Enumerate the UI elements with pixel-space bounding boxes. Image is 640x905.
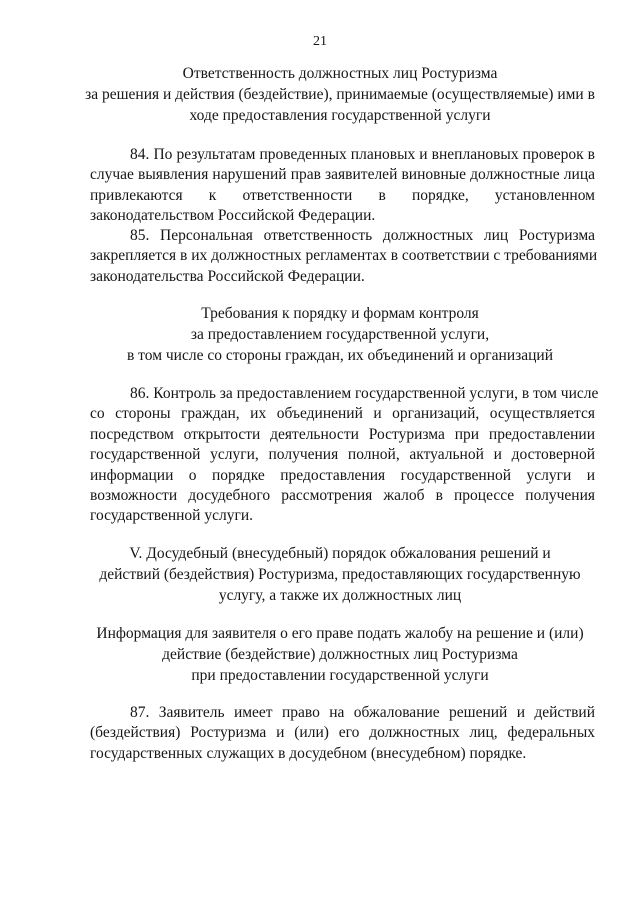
paragraph-line: закрепляется в их должностных регламентах в соответствии с требованиями (90, 247, 598, 265)
paragraph-line: 84. По результатам проведенных плановых и внеплановых проверок в (130, 146, 595, 163)
heading-line: V. Досудебный (внесудебный) порядок обжалования решений и (129, 545, 551, 562)
page-number: 21 (313, 34, 327, 49)
paragraph-87 (90, 703, 595, 764)
paragraph-line: информации о порядке предоставления государственной услуги и (90, 466, 595, 484)
heading-line: при предоставлении государственной услуги (191, 667, 489, 684)
heading-responsibility (80, 63, 600, 126)
section-v-heading (80, 543, 600, 606)
paragraph-line: государственной услуги. (90, 507, 253, 525)
paragraph-line: возможности досудебного рассмотрения жалоб в процессе получения (90, 487, 595, 505)
paragraph-85 (90, 226, 598, 287)
heading-complaint-info (80, 623, 600, 686)
heading-line: Информация для заявителя о его праве подать жалобу на решение и (или) (96, 625, 584, 642)
paragraph-line: государственной услуги, получения полной, актуальной и достоверной (90, 446, 595, 464)
heading-line: за решения и действия (бездействие), принимаемые (осуществляемые) ими в (85, 86, 595, 103)
heading-line: услугу, а также их должностных лиц (218, 587, 462, 604)
paragraph-line: со стороны граждан, их объединений и организаций, осуществляется (90, 405, 595, 423)
heading-line: в том числе со стороны граждан, их объединений и организаций (126, 347, 553, 364)
paragraph-line: посредством открытости деятельности Ростуризма при предоставлении (90, 425, 595, 443)
paragraph-84 (90, 145, 595, 227)
paragraph-line: случае выявления нарушений прав заявителей виновные должностные лица (90, 166, 595, 184)
heading-control-requirements (80, 303, 600, 366)
paragraph-line: 86. Контроль за предоставлением государственной услуги, в том числе (130, 385, 599, 402)
heading-line: действий (бездействия) Ростуризма, предоставляющих государственную (99, 566, 581, 583)
heading-line: Требования к порядку и формам контроля (201, 305, 479, 322)
paragraph-line: законодательством Российской Федерации. (90, 207, 376, 225)
heading-line: Ответственность должностных лиц Ростуризма (182, 65, 498, 82)
paragraph-line: (бездействия) Ростуризма и (или) его должностных лиц, федеральных (90, 724, 595, 742)
heading-line: действие (бездействие) должностных лиц Ростуризма (162, 646, 518, 663)
paragraph-line: государственных служащих в досудебном (внесудебном) порядке. (90, 744, 527, 762)
heading-line: ходе предоставления государственной услуги (189, 107, 491, 124)
paragraph-line: 85. Персональная ответственность должностных лиц Ростуризма (130, 227, 595, 244)
paragraph-86 (90, 384, 599, 527)
heading-line: за предоставлением государственной услуги, (190, 326, 490, 343)
paragraph-line: законодательства Российской Федерации. (90, 267, 365, 285)
paragraph-line: 87. Заявитель имеет право на обжалование решений и действий (130, 704, 595, 721)
paragraph-line: привлекаются к ответственности в порядке, установленном (90, 186, 595, 204)
